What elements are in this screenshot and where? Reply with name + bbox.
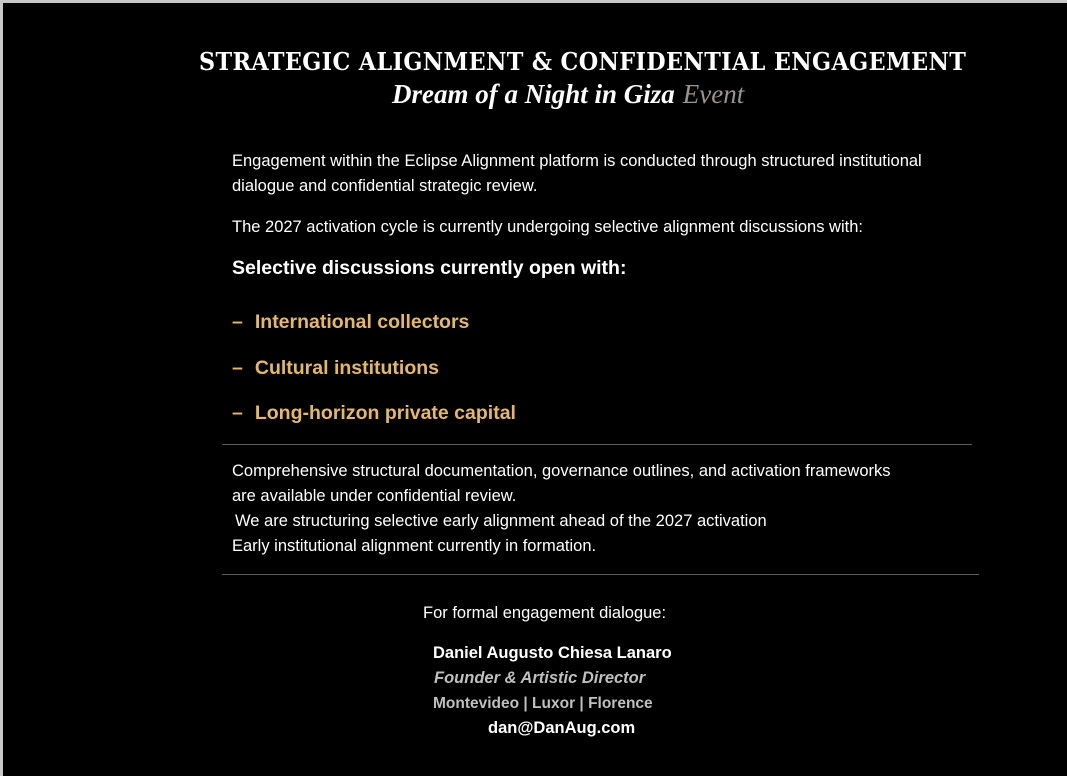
contact-name: Daniel Augusto Chiesa Lanaro [433, 644, 672, 662]
section-divider-bottom [222, 574, 979, 575]
list-item-label: International collectors [254, 311, 470, 333]
list-dash: – [232, 311, 243, 333]
documentation-line-4: Early institutional alignment currently in formation. [232, 537, 597, 555]
contact-cities: Montevideo | Luxor | Florence [433, 695, 653, 712]
documentation-line-3: We are structuring selective early alignment ahead of the 2027 activation [235, 512, 767, 530]
section-divider-top [222, 444, 972, 445]
list-item [232, 402, 516, 425]
contact-email-link[interactable]: dan@DanAug.com [488, 719, 636, 737]
list-item [232, 357, 439, 380]
documentation-line-1: Comprehensive structural documentation, governance outlines, and activation frameworks [232, 462, 891, 480]
list-item [232, 311, 469, 334]
page-title: STRATEGIC ALIGNMENT & CONFIDENTIAL ENGAGEMENT [199, 47, 967, 76]
discussions-heading: Selective discussions currently open with: [232, 257, 627, 279]
contact-role: Founder & Artistic Director [434, 669, 646, 687]
intro-line-2: dialogue and confidential strategic review. [232, 177, 538, 195]
intro-paragraph-2: The 2027 activation cycle is currently undergoing selective alignment discussions with: [232, 218, 863, 236]
list-dash: – [232, 402, 243, 424]
documentation-block [232, 459, 891, 559]
subtitle-event-name: Dream of a Night in Giza [392, 79, 675, 109]
subtitle-event-label: Event [682, 79, 745, 109]
page-subtitle [392, 79, 744, 110]
list-item-label: Long-horizon private capital [254, 402, 516, 424]
list-item-label: Cultural institutions [254, 357, 440, 379]
contact-prompt: For formal engagement dialogue: [423, 604, 667, 622]
documentation-line-2: are available under confidential review. [232, 487, 517, 505]
list-dash: – [232, 357, 243, 379]
intro-paragraph-1 [232, 149, 922, 199]
intro-line-1: Engagement within the Eclipse Alignment platform is conducted through structured institutional [232, 152, 922, 170]
